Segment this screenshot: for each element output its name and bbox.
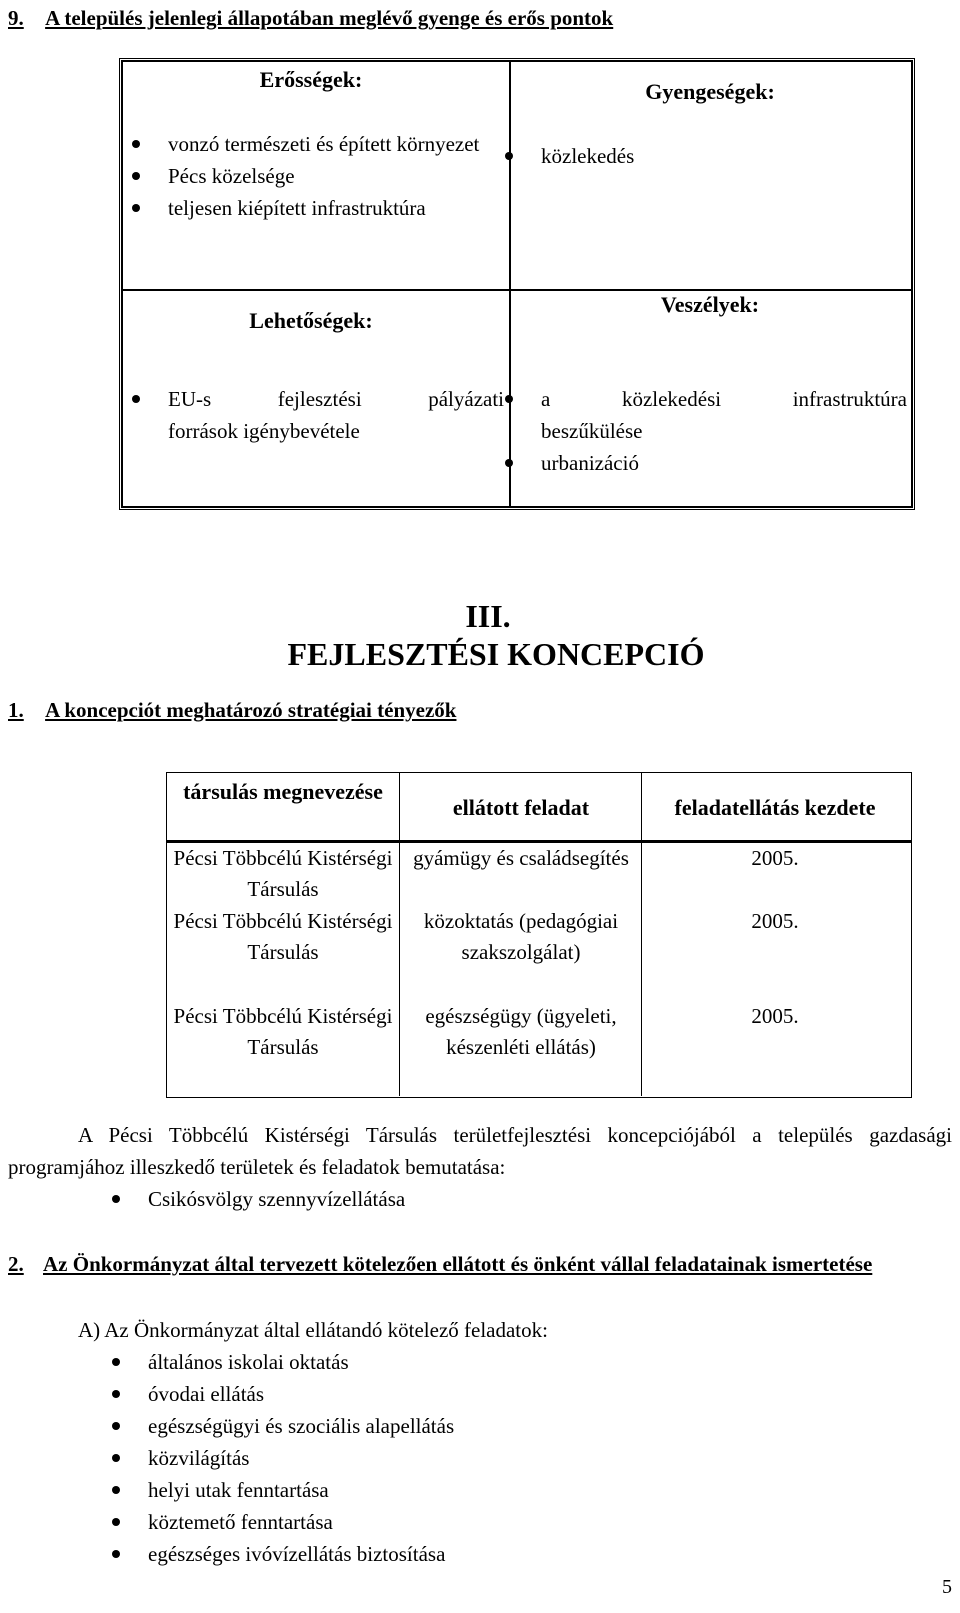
- opportunities-item: EU-s fejlesztési pályázati források igénybevétele: [124, 383, 504, 447]
- concept-title: FEJLESZTÉSI KONCEPCIÓ: [287, 636, 705, 672]
- section-2-heading: [8, 1248, 952, 1280]
- table-cell-start: 2005.: [751, 846, 799, 870]
- page-number: 5: [942, 1576, 952, 1598]
- table-cell-task: közoktatás (pedagógiai szakszolgálat): [423, 909, 619, 964]
- mandatory-task-item: általános iskolai oktatás: [104, 1346, 904, 1378]
- table-cell-task: gyámügy és családsegítés: [413, 846, 629, 870]
- weaknesses-item: közlekedés: [497, 140, 897, 172]
- weaknesses-heading: Gyengeségek:: [645, 79, 775, 104]
- section-9-number: 9.: [8, 6, 24, 30]
- regional-list: [104, 1183, 904, 1215]
- mandatory-task-item: óvodai ellátás: [104, 1378, 904, 1410]
- mandatory-task-item: közvilágítás: [104, 1442, 904, 1474]
- header-start: feladatellátás kezdete: [674, 795, 876, 820]
- opportunities-list: [124, 383, 504, 447]
- table-cell-name: Pécsi Többcélú Kistérségi Társulás: [173, 1004, 393, 1059]
- table-cell-name: Pécsi Többcélú Kistérségi Társulás: [173, 846, 393, 901]
- opportunities-heading: Lehetőségek:: [249, 308, 373, 333]
- strengths-list: [124, 128, 494, 224]
- regional-paragraph: A Pécsi Többcélú Kistérségi Társulás területfejlesztési koncepciójából a település gazdasági programjához illeszkedő területek és feladatok bemutatása:: [8, 1123, 952, 1179]
- mandatory-task-item: helyi utak fenntartása: [104, 1474, 904, 1506]
- table-cell-task: egészségügy (ügyeleti, készenléti ellátás): [425, 1004, 617, 1059]
- section-9-heading: [8, 2, 613, 34]
- threats-heading: Veszélyek:: [660, 292, 760, 317]
- section-2-subheading: A) Az Önkormányzat által ellátandó kötelező feladatok:: [78, 1318, 548, 1342]
- header-association-name: társulás megnevezése: [183, 779, 383, 804]
- mandatory-task-item: köztemető fenntartása: [104, 1506, 904, 1538]
- header-task: ellátott feladat: [452, 795, 590, 820]
- section-9-title: A település jelenlegi állapotában meglévő gyenge és erős pontok: [45, 6, 614, 30]
- section-1-number: 1.: [8, 698, 24, 722]
- threats-list: [497, 383, 907, 479]
- mandatory-tasks-list: [104, 1346, 904, 1570]
- strengths-item: Pécs közelsége: [124, 160, 494, 192]
- concept-roman-numeral: III.: [465, 598, 511, 634]
- section-1-heading: [8, 694, 456, 726]
- section-2-title: Az Önkormányzat által tervezett kötelezően ellátott és önként vállal feladatainak ismertetése: [43, 1252, 873, 1276]
- mandatory-task-item: egészséges ivóvízellátás biztosítása: [104, 1538, 904, 1570]
- mandatory-task-item: egészségügyi és szociális alapellátás: [104, 1410, 904, 1442]
- table-cell-name: Pécsi Többcélú Kistérségi Társulás: [173, 909, 393, 964]
- threats-item: urbanizáció: [497, 447, 907, 479]
- association-table-divider: [641, 772, 642, 1096]
- table-cell-start: 2005.: [751, 909, 799, 933]
- section-1-title: A koncepciót meghatározó stratégiai tényezők: [45, 698, 457, 722]
- regional-list-item: Csikósvölgy szennyvízellátása: [104, 1183, 904, 1215]
- association-table-divider: [399, 772, 400, 1096]
- table-cell-start: 2005.: [751, 1004, 799, 1028]
- strengths-item: vonzó természeti és épített környezet: [124, 128, 494, 160]
- weaknesses-list: [497, 140, 897, 172]
- strengths-heading: Erősségek:: [259, 67, 363, 92]
- threats-item: a közlekedési infrastruktúra beszűkülése: [497, 383, 907, 447]
- strengths-item: teljesen kiépített infrastruktúra: [124, 192, 494, 224]
- section-2-number: 2.: [8, 1252, 24, 1276]
